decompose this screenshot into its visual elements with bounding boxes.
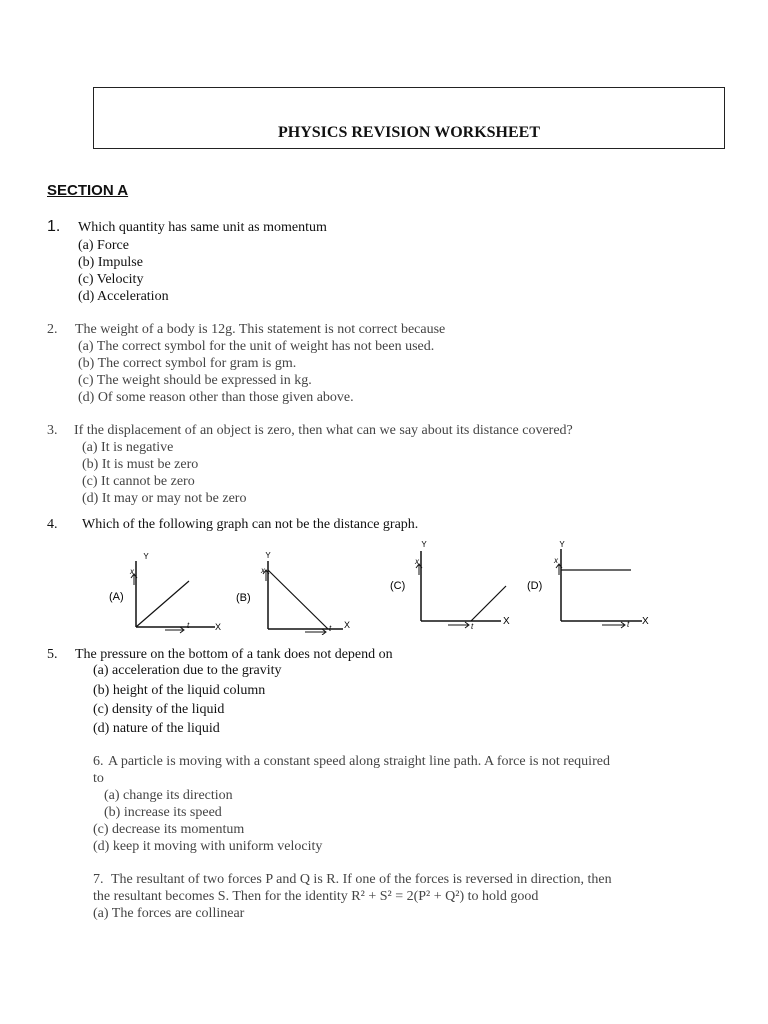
graph-label: (D): [527, 580, 543, 592]
question-number: 2.: [47, 322, 58, 337]
question-text-continued: to: [93, 771, 104, 786]
x-axis-label: X: [503, 616, 510, 627]
question-text: The resultant of two forces P and Q is R. If one of the forces is reversed in direction, then: [111, 872, 612, 887]
graph-a: [105, 547, 230, 635]
x-axis-label: X: [215, 622, 222, 632]
distance-label: x: [261, 566, 265, 575]
question-number: 5.: [47, 647, 58, 662]
question-number: 7.: [93, 872, 104, 887]
option-c: (c) Velocity: [78, 272, 144, 287]
option-b: (b) height of the liquid column: [93, 683, 266, 698]
question-text-continued: the resultant becomes S. Then for the identity R² + S² = 2(P² + Q²) to hold good: [93, 889, 539, 904]
option-d: (d) nature of the liquid: [93, 721, 220, 736]
question-text: The pressure on the bottom of a tank does not depend on: [75, 647, 393, 662]
option-c: (c) It cannot be zero: [82, 474, 195, 489]
graph-d: [525, 537, 655, 633]
option-a: (a) It is negative: [82, 440, 174, 455]
option-c: (c) decrease its momentum: [93, 822, 245, 837]
title-box: [93, 87, 725, 149]
time-label: t: [471, 622, 474, 631]
option-d: (d) Acceleration: [78, 289, 169, 304]
graph-c: [388, 537, 518, 633]
distance-label: x: [415, 557, 419, 566]
y-axis-label: Y: [421, 540, 427, 549]
option-d: (d) It may or may not be zero: [82, 491, 247, 506]
distance-label: x: [554, 556, 558, 565]
y-axis-label: Y: [559, 540, 565, 549]
y-axis-label: Y: [143, 552, 149, 561]
question-number: 1.: [47, 218, 61, 235]
y-axis-label: Y: [265, 551, 271, 560]
graph-b: [233, 547, 358, 635]
question-text: A particle is moving with a constant speed along straight line path. A force is not required: [108, 754, 610, 769]
worksheet-title: PHYSICS REVISION WORKSHEET: [278, 124, 540, 141]
x-axis-label: X: [642, 616, 649, 627]
option-a: (a) change its direction: [104, 788, 233, 803]
option-a: (a) The correct symbol for the unit of weight has not been used.: [78, 339, 435, 354]
time-label: t: [627, 620, 630, 629]
option-b: (b) increase its speed: [104, 805, 222, 820]
graph-label: (B): [236, 592, 251, 604]
question-number: 4.: [47, 517, 58, 532]
question-number: 3.: [47, 423, 58, 438]
option-c: (c) density of the liquid: [93, 702, 225, 717]
option-d: (d) keep it moving with uniform velocity: [93, 839, 323, 854]
graph-label: (C): [390, 580, 406, 592]
option-b: (b) Impulse: [78, 255, 143, 270]
section-heading: SECTION A: [47, 182, 129, 199]
time-label: t: [329, 624, 332, 633]
option-d: (d) Of some reason other than those given above.: [78, 390, 354, 405]
option-c: (c) The weight should be expressed in kg.: [78, 373, 312, 388]
option-a: (a) The forces are collinear: [93, 906, 245, 921]
question-text: If the displacement of an object is zero, then what can we say about its distance covered?: [74, 423, 573, 438]
question-number: 6.: [93, 754, 104, 769]
question-text: Which of the following graph can not be the distance graph.: [82, 517, 419, 532]
question-text: The weight of a body is 12g. This statement is not correct because: [75, 322, 446, 337]
option-b: (b) The correct symbol for gram is gm.: [78, 356, 297, 371]
time-label: t: [187, 621, 190, 630]
option-a: (a) acceleration due to the gravity: [93, 663, 282, 678]
question-text: Which quantity has same unit as momentum: [78, 220, 327, 235]
option-a: (a) Force: [78, 238, 129, 253]
option-b: (b) It is must be zero: [82, 457, 199, 472]
distance-label: x: [130, 567, 134, 576]
x-axis-label: X: [344, 620, 351, 630]
graph-label: (A): [109, 591, 124, 603]
